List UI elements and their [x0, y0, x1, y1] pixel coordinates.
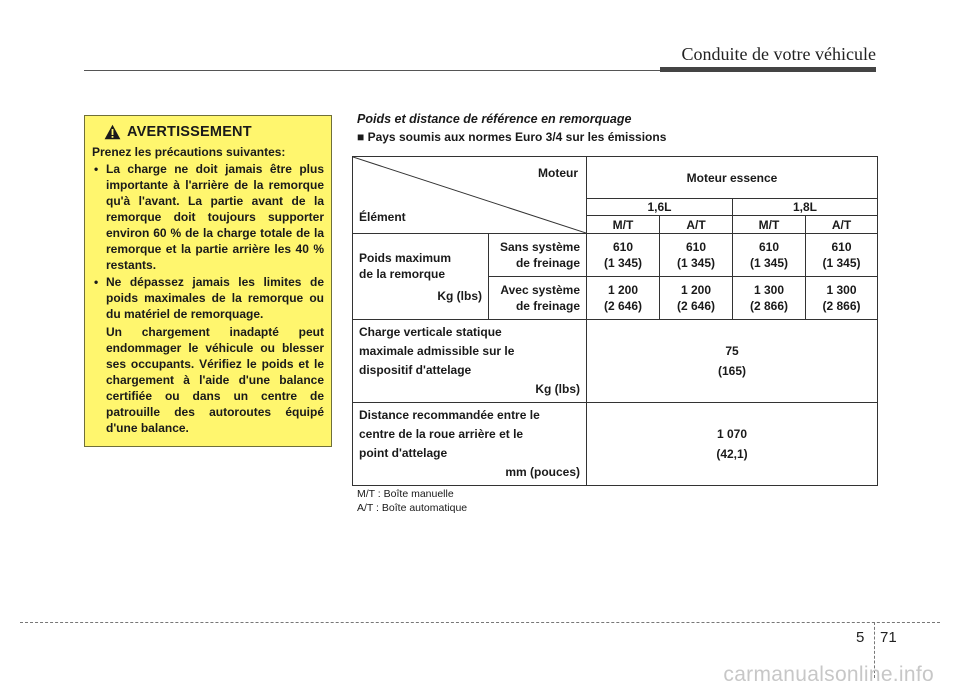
value-lbs: (2 866) [749, 299, 789, 313]
engine-1-6: 1,6L [587, 199, 733, 216]
without-brake-label [489, 234, 587, 277]
value-lbs: (1 345) [749, 256, 789, 270]
row-label-line: de freinage [515, 299, 580, 313]
value-cell [587, 277, 660, 320]
label-line: Charge verticale statique [359, 325, 502, 339]
distance-unit: mm (pouces) [505, 465, 580, 479]
value-cell [587, 234, 660, 277]
watermark: carmanualsonline.info [723, 663, 934, 686]
value-kg: 610 [685, 240, 707, 254]
row-label-line: de freinage [515, 256, 580, 270]
value-lbs: (2 646) [603, 299, 643, 313]
value-kg: 610 [612, 240, 634, 254]
engine-1-8: 1,8L [733, 199, 878, 216]
distance-label [353, 403, 587, 486]
with-brake-label [489, 277, 587, 320]
towing-spec-table [352, 156, 878, 486]
value-lbs: (1 345) [676, 256, 716, 270]
header-rule-thick [660, 67, 876, 72]
value-inches: (42,1) [716, 447, 748, 461]
note-automatic: A/T : Boîte automatique [357, 502, 468, 514]
value-kg: 75 [725, 344, 739, 358]
label-line: Distance recommandée entre le [359, 408, 540, 422]
value-kg: 610 [831, 240, 852, 254]
note-manual: M/T : Boîte manuelle [357, 488, 454, 500]
table-corner-cell [353, 157, 587, 234]
transmission-header: M/T [587, 216, 660, 234]
label-line: point d'attelage [359, 446, 448, 460]
page-header-title: Conduite de votre véhicule [681, 44, 876, 64]
max-weight-label-line: Poids maximum [359, 250, 452, 265]
warning-box [84, 115, 332, 447]
row-label-line: Sans système [499, 240, 580, 254]
warning-list [92, 161, 324, 322]
chapter-number: 5 [856, 629, 865, 646]
value-lbs: (1 345) [822, 256, 861, 270]
value-cell [806, 234, 878, 277]
section-subtitle: ■ Pays soumis aux normes Euro 3/4 sur les émissions [357, 130, 667, 144]
value-cell [806, 277, 878, 320]
footer-rule [20, 622, 940, 623]
value-kg: 1 200 [607, 283, 639, 297]
distance-value [587, 403, 878, 486]
label-line: maximale admissible sur le [359, 344, 515, 358]
value-mm: 1 070 [716, 427, 748, 441]
transmission-header: M/T [733, 216, 806, 234]
engine-header: Moteur essence [587, 157, 878, 199]
page-number: 71 [880, 629, 897, 646]
value-kg: 1 200 [680, 283, 712, 297]
transmission-header: A/T [806, 216, 878, 234]
warning-item: • La charge ne doit jamais être plus importante à l'arrière de la remorque qu'à l'avant. La partie avant de la remorque doit toujours supporter environ 60 % de la charge totale de la remorque et la partie arrière les 40 % restants. [92, 161, 324, 273]
table-notes [357, 487, 467, 515]
value-kg: 1 300 [753, 283, 785, 297]
label-line: dispositif d'attelage [359, 363, 472, 377]
warning-intro: Prenez les précautions suivantes: [92, 145, 286, 159]
corner-label-engine: Moteur [538, 166, 578, 180]
value-lbs: (1 345) [603, 256, 643, 270]
value-kg: 1 300 [826, 283, 857, 297]
max-weight-unit: Kg (lbs) [437, 288, 482, 303]
warning-header [104, 124, 324, 140]
max-weight-label [353, 234, 489, 320]
section-title: Poids et distance de référence en remorquage [357, 112, 632, 126]
vertical-load-unit: Kg (lbs) [535, 382, 580, 396]
value-cell [660, 234, 733, 277]
transmission-header: A/T [660, 216, 733, 234]
warning-title: AVERTISSEMENT [127, 124, 252, 140]
warning-triangle-icon [104, 124, 121, 140]
corner-label-item: Élément [359, 210, 406, 224]
value-kg: 610 [758, 240, 780, 254]
value-lbs: (165) [718, 364, 747, 378]
vertical-load-label [353, 320, 587, 403]
value-lbs: (2 866) [822, 299, 861, 313]
row-label-line: Avec système [500, 283, 580, 297]
vertical-load-value [587, 320, 878, 403]
warning-item: • Ne dépassez jamais les limites de poids maximales de la remorque ou du matériel de remorquage. [92, 274, 324, 322]
value-cell [660, 277, 733, 320]
max-weight-label-line: de la remorque [359, 266, 446, 281]
label-line: centre de la roue arrière et le [359, 427, 524, 441]
value-lbs: (2 646) [676, 299, 716, 313]
warning-extra: Un chargement inadapté peut endommager le véhicule ou blesser ses occupants. Vérifiez le poids et le chargement à l'aide d'une balance certifiée ou dans un centre de patrouille des autoroutes équipé d'une balance. [106, 325, 324, 435]
value-cell [733, 277, 806, 320]
value-cell [733, 234, 806, 277]
